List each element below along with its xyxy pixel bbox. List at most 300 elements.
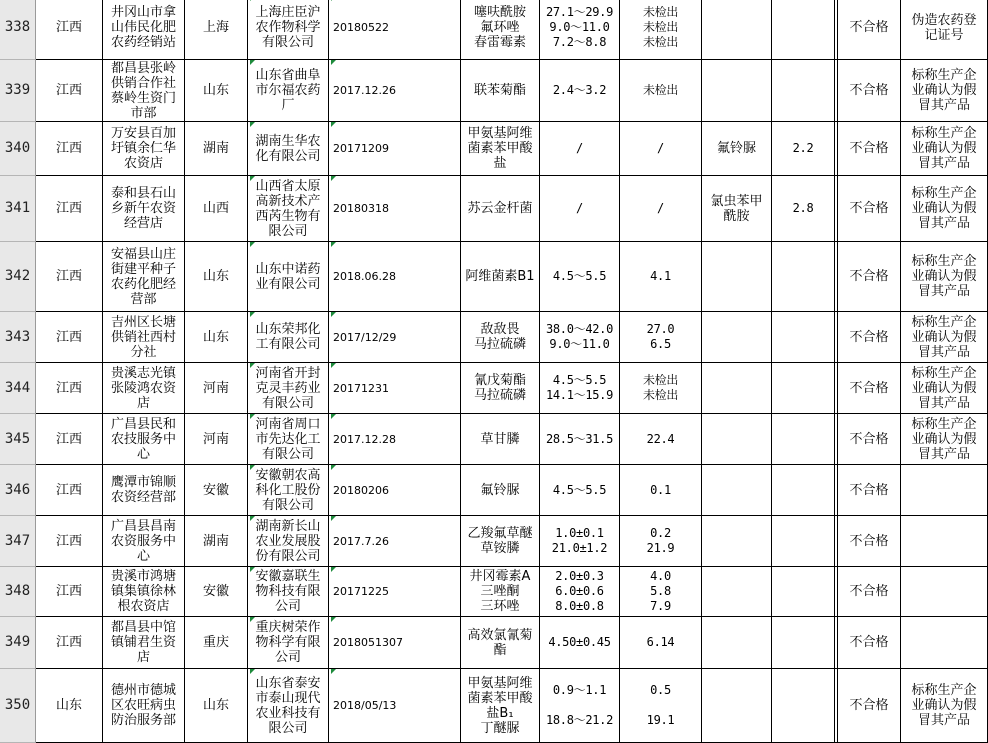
store-line: 供销社西村 [110, 329, 176, 345]
store-line: 农药化肥经 [110, 276, 176, 292]
batch-cell[interactable] [329, 516, 461, 567]
measured-cell[interactable] [620, 363, 702, 414]
province-cell[interactable] [36, 567, 103, 617]
province-cell[interactable] [36, 0, 103, 60]
standard-cell[interactable] [540, 312, 620, 363]
province-cell[interactable] [36, 312, 103, 363]
manufacturer-line: 西芮生物有 [255, 208, 321, 224]
ingredient-cell[interactable] [461, 465, 540, 516]
row-number-line: 348 [4, 583, 31, 599]
note-line: 标称生产企 [911, 254, 977, 269]
ingredient-line: 草甘膦 [480, 431, 520, 447]
province-line: 江西 [55, 380, 82, 396]
cell-error-indicator-icon [250, 312, 255, 317]
cell-error-indicator-icon [250, 414, 255, 419]
store-line: 广昌县昌南 [110, 518, 176, 534]
note-cell[interactable] [901, 414, 988, 465]
batch-line: 20171225 [333, 585, 389, 598]
extra-value-cell[interactable] [772, 122, 835, 176]
manufacturer-cell[interactable] [248, 242, 329, 312]
ingredient-line: 氟环唑 [480, 20, 520, 35]
extra-value-line [800, 20, 807, 35]
cell-error-indicator-icon [331, 60, 336, 65]
row-number-line: 345 [4, 430, 31, 447]
standard-cell[interactable] [540, 122, 620, 176]
standard-line: / [576, 201, 583, 215]
store-cell[interactable] [103, 242, 185, 312]
manufacturer-line: 重庆树荣作 [255, 620, 321, 635]
manufacturer-cell[interactable] [248, 465, 329, 516]
note-cell[interactable] [901, 60, 988, 122]
manufacturer-line: 有限公司 [261, 395, 314, 411]
extra-value-cell[interactable] [772, 242, 835, 312]
ingredient-cell[interactable] [461, 312, 540, 363]
measured-cell[interactable] [620, 669, 702, 743]
result-cell[interactable] [838, 363, 901, 414]
ingredient-line: 盐 [493, 156, 507, 171]
manufacturer-line: 农业科技有 [255, 705, 321, 721]
store-line: 农资店 [123, 156, 163, 171]
extra-ingredient-cell[interactable] [702, 669, 772, 743]
store-cell[interactable] [103, 567, 185, 617]
manufacturer-cell[interactable] [248, 617, 329, 669]
note-cell[interactable] [901, 176, 988, 242]
result-line: 不合格 [849, 201, 889, 216]
store-line: 山伟民化肥 [110, 20, 176, 35]
extra-value-cell[interactable] [772, 617, 835, 669]
maker-province-cell[interactable] [185, 567, 248, 617]
extra-value-cell[interactable] [772, 363, 835, 414]
extra-ingredient-cell[interactable] [702, 312, 772, 363]
ingredient-cell[interactable] [461, 242, 540, 312]
manufacturer-line: 工有限公司 [255, 337, 321, 352]
note-cell[interactable] [901, 516, 988, 567]
note-line: 标称生产企 [911, 365, 977, 381]
province-cell[interactable] [36, 242, 103, 312]
extra-ingredient-cell[interactable] [702, 516, 772, 567]
result-cell[interactable] [838, 60, 901, 122]
manufacturer-line: 安徽朝农高 [255, 467, 321, 483]
province-line: 江西 [55, 635, 82, 650]
extra-value-cell[interactable] [772, 414, 835, 465]
batch-line: 2017/12/29 [333, 330, 397, 344]
result-cell[interactable] [838, 242, 901, 312]
manufacturer-cell[interactable] [248, 567, 329, 617]
manufacturer-line: 科化工股份 [255, 482, 321, 498]
batch-cell[interactable] [329, 567, 461, 617]
row-number-cell[interactable] [0, 465, 36, 516]
result-line: 不合格 [849, 698, 889, 713]
manufacturer-line: 公司 [274, 599, 301, 614]
province-cell[interactable] [36, 516, 103, 567]
ingredient-line: 苏云金杆菌 [467, 201, 533, 216]
standard-cell[interactable] [540, 465, 620, 516]
province-line: 江西 [55, 329, 82, 345]
store-line: 农资经营部 [110, 490, 176, 505]
store-line: 圩镇余仁华 [110, 141, 176, 156]
extra-value-cell[interactable] [772, 516, 835, 567]
measured-cell[interactable] [620, 0, 702, 60]
maker-province-line: 河南 [202, 380, 229, 396]
store-cell[interactable] [103, 465, 185, 516]
row-number-cell[interactable] [0, 516, 36, 567]
manufacturer-line: 厂 [281, 98, 295, 113]
ingredient-cell[interactable] [461, 516, 540, 567]
cell-error-indicator-icon [250, 60, 255, 65]
maker-province-cell[interactable] [185, 176, 248, 242]
batch-cell[interactable] [329, 669, 461, 743]
maker-province-cell[interactable] [185, 0, 248, 60]
cell-error-indicator-icon [331, 465, 336, 470]
manufacturer-line: 市泰山现代 [255, 690, 321, 706]
maker-province-cell[interactable] [185, 669, 248, 743]
extra-ingredient-cell[interactable] [702, 60, 772, 122]
cell-error-indicator-icon [250, 242, 255, 247]
province-cell[interactable] [36, 363, 103, 414]
result-cell[interactable] [838, 312, 901, 363]
standard-cell[interactable] [540, 363, 620, 414]
extra-value-cell[interactable] [772, 0, 835, 60]
standard-line: 1.0±0.1 [555, 526, 604, 540]
store-cell[interactable] [103, 122, 185, 176]
extra-ingredient-cell[interactable] [702, 122, 772, 176]
ingredient-cell[interactable] [461, 567, 540, 617]
ingredient-cell[interactable] [461, 60, 540, 122]
result-cell[interactable] [838, 617, 901, 669]
row-number-cell[interactable] [0, 242, 36, 312]
ingredient-cell[interactable] [461, 122, 540, 176]
note-cell[interactable] [901, 242, 988, 312]
ingredient-cell[interactable] [461, 669, 540, 743]
note-line: 冒其产品 [917, 395, 970, 411]
table-row [0, 516, 988, 567]
result-cell[interactable] [838, 414, 901, 465]
ingredient-line: 盐B₁ [486, 705, 514, 721]
measured-cell[interactable] [620, 242, 702, 312]
standard-cell[interactable] [540, 0, 620, 60]
table-row [0, 176, 988, 242]
province-cell[interactable] [36, 122, 103, 176]
standard-line: 2.0±0.3 [555, 569, 604, 583]
manufacturer-line: 市尔福农药 [255, 83, 321, 98]
note-line: 标称生产企 [911, 683, 977, 698]
maker-province-cell[interactable] [185, 617, 248, 669]
manufacturer-line: 化有限公司 [255, 148, 321, 164]
store-line: 广昌县民和 [110, 416, 176, 432]
standard-line: 4.50±0.45 [548, 635, 611, 649]
standard-cell[interactable] [540, 669, 620, 743]
row-number-cell[interactable] [0, 669, 36, 743]
result-cell[interactable] [838, 516, 901, 567]
cell-error-indicator-icon [250, 516, 255, 521]
store-cell[interactable] [103, 617, 185, 669]
measured-cell[interactable] [620, 516, 702, 567]
manufacturer-cell[interactable] [248, 122, 329, 176]
batch-line: 2018/05/13 [333, 699, 397, 712]
store-line: 泰和县石山 [110, 186, 176, 201]
manufacturer-line: 农业发展股 [255, 533, 321, 549]
row-number-cell[interactable] [0, 176, 36, 242]
note-line: 业确认为假 [911, 431, 977, 447]
measured-cell[interactable] [620, 176, 702, 242]
extra-value-cell[interactable] [772, 567, 835, 617]
manufacturer-cell[interactable] [248, 60, 329, 122]
batch-cell[interactable] [329, 617, 461, 669]
batch-cell[interactable] [329, 122, 461, 176]
note-line: 标称生产企 [911, 314, 977, 330]
ingredient-cell[interactable] [461, 176, 540, 242]
note-line: 冒其产品 [917, 98, 970, 113]
row-number-cell[interactable] [0, 60, 36, 122]
standard-cell[interactable] [540, 60, 620, 122]
measured-line: 未检出 [642, 388, 679, 402]
measured-cell[interactable] [620, 60, 702, 122]
manufacturer-line: 业有限公司 [255, 276, 321, 292]
manufacturer-line: 山东荣邦化 [255, 322, 321, 337]
province-line: 江西 [55, 141, 82, 156]
extra-ingredient-line: 氟铃脲 [716, 141, 756, 156]
standard-cell[interactable] [540, 242, 620, 312]
standard-cell[interactable] [540, 617, 620, 669]
batch-cell[interactable] [329, 60, 461, 122]
note-cell[interactable] [901, 312, 988, 363]
result-cell[interactable] [838, 465, 901, 516]
province-cell[interactable] [36, 465, 103, 516]
row-number-cell[interactable] [0, 0, 36, 60]
manufacturer-cell[interactable] [248, 516, 329, 567]
batch-cell[interactable] [329, 176, 461, 242]
measured-line: 7.9 [650, 599, 671, 613]
extra-ingredient-cell[interactable] [702, 617, 772, 669]
store-cell[interactable] [103, 669, 185, 743]
maker-province-cell[interactable] [185, 312, 248, 363]
manufacturer-line: 有限公司 [261, 35, 314, 50]
store-cell[interactable] [103, 516, 185, 567]
ingredient-cell[interactable] [461, 414, 540, 465]
measured-cell[interactable] [620, 567, 702, 617]
manufacturer-cell[interactable] [248, 363, 329, 414]
standard-line: 7.2～8.8 [552, 35, 607, 49]
extra-value-cell[interactable] [772, 312, 835, 363]
batch-cell[interactable] [329, 414, 461, 465]
ingredient-line: 联苯菊酯 [473, 83, 526, 98]
row-number-line: 340 [4, 140, 31, 156]
extra-value-line: 2.8 [792, 201, 814, 215]
manufacturer-line: 上海庄臣沪 [255, 5, 321, 20]
store-line: 镇集镇徐林 [110, 584, 176, 599]
standard-line: 6.0±0.6 [555, 584, 604, 598]
extra-value-cell[interactable] [772, 669, 835, 743]
province-cell[interactable] [36, 669, 103, 743]
store-line: 万安县百加 [110, 126, 176, 141]
store-line: 分社 [130, 344, 157, 360]
ingredient-line: 高效氯氰菊 [467, 627, 533, 643]
extra-value-cell[interactable] [772, 465, 835, 516]
measured-line: 未检出 [642, 373, 679, 387]
result-line: 不合格 [849, 20, 889, 35]
measured-cell[interactable] [620, 465, 702, 516]
ingredient-line: 三唑酮 [480, 584, 520, 599]
maker-province-line: 山东 [202, 269, 229, 284]
note-line: 业确认为假 [911, 698, 977, 713]
manufacturer-cell[interactable] [248, 414, 329, 465]
extra-ingredient-cell[interactable] [702, 414, 772, 465]
store-line: 心 [136, 446, 150, 462]
maker-province-cell[interactable] [185, 465, 248, 516]
cell-error-indicator-icon [331, 176, 336, 181]
store-line: 德州市德城 [110, 683, 176, 698]
manufacturer-line: 山东中诺药 [255, 261, 321, 277]
ingredient-line: 马拉硫磷 [473, 388, 526, 403]
store-cell[interactable] [103, 60, 185, 122]
result-cell[interactable] [838, 176, 901, 242]
manufacturer-line: 山东省曲阜 [255, 68, 321, 83]
store-cell[interactable] [103, 312, 185, 363]
row-number-cell[interactable] [0, 312, 36, 363]
extra-ingredient-cell[interactable] [702, 176, 772, 242]
extra-ingredient-cell[interactable] [702, 363, 772, 414]
row-number-cell[interactable] [0, 617, 36, 669]
ingredient-line: 氰戊菊酯 [473, 373, 526, 388]
batch-cell[interactable] [329, 242, 461, 312]
province-cell[interactable] [36, 176, 103, 242]
manufacturer-cell[interactable] [248, 312, 329, 363]
store-cell[interactable] [103, 363, 185, 414]
measured-cell[interactable] [620, 122, 702, 176]
maker-province-cell[interactable] [185, 122, 248, 176]
ingredient-line: 马拉硫磷 [473, 337, 526, 352]
maker-province-line: 安徽 [202, 482, 229, 498]
note-cell[interactable] [901, 617, 988, 669]
measured-cell[interactable] [620, 617, 702, 669]
maker-province-cell[interactable] [185, 414, 248, 465]
maker-province-line: 山东 [202, 698, 229, 713]
measured-line: 6.14 [646, 635, 675, 649]
extra-value-cell[interactable] [772, 60, 835, 122]
extra-ingredient-cell[interactable] [702, 0, 772, 60]
province-cell[interactable] [36, 617, 103, 669]
extra-value-cell[interactable] [772, 176, 835, 242]
measured-cell[interactable] [620, 312, 702, 363]
result-line: 不合格 [849, 584, 889, 599]
row-number-cell[interactable] [0, 363, 36, 414]
store-line: 安福县山庄 [110, 246, 176, 262]
province-line: 江西 [55, 431, 82, 447]
measured-line [657, 698, 664, 713]
cell-error-indicator-icon [331, 567, 336, 572]
result-cell[interactable] [838, 567, 901, 617]
standard-cell[interactable] [540, 516, 620, 567]
batch-line: 2018051307 [333, 636, 403, 649]
note-line: 伪造农药登 [911, 12, 977, 28]
standard-cell[interactable] [540, 567, 620, 617]
result-cell[interactable] [838, 0, 901, 60]
store-cell[interactable] [103, 0, 185, 60]
manufacturer-cell[interactable] [248, 669, 329, 743]
batch-cell[interactable] [329, 0, 461, 60]
maker-province-cell[interactable] [185, 363, 248, 414]
standard-cell[interactable] [540, 414, 620, 465]
province-cell[interactable] [36, 60, 103, 122]
note-cell[interactable] [901, 0, 988, 60]
manufacturer-line: 农作物科学 [255, 20, 321, 35]
row-number-line: 339 [4, 82, 31, 98]
cell-error-indicator-icon [250, 0, 255, 1]
batch-cell[interactable] [329, 363, 461, 414]
ingredient-cell[interactable] [461, 0, 540, 60]
table-row [0, 465, 988, 516]
standard-line: 9.0～11.0 [549, 20, 610, 34]
store-line: 农药经销站 [110, 35, 176, 50]
batch-line: 20171231 [333, 381, 389, 395]
cell-error-indicator-icon [331, 516, 336, 521]
result-cell[interactable] [838, 122, 901, 176]
batch-cell[interactable] [329, 465, 461, 516]
cell-error-indicator-icon [331, 242, 336, 247]
note-cell[interactable] [901, 122, 988, 176]
store-cell[interactable] [103, 176, 185, 242]
extra-ingredient-cell[interactable] [702, 465, 772, 516]
batch-line: 2017.12.28 [333, 432, 396, 446]
row-number-cell[interactable] [0, 414, 36, 465]
manufacturer-line: 山西省太原 [255, 178, 321, 194]
maker-province-cell[interactable] [185, 60, 248, 122]
maker-province-cell[interactable] [185, 516, 248, 567]
ingredient-line: 草铵膦 [480, 541, 520, 556]
cell-error-indicator-icon [331, 669, 336, 674]
measured-line: 6.5 [650, 337, 671, 351]
ingredient-line: 甲氨基阿维 [467, 675, 533, 691]
maker-province-cell[interactable] [185, 242, 248, 312]
ingredient-cell[interactable] [461, 363, 540, 414]
manufacturer-cell[interactable] [248, 0, 329, 60]
measured-line: 4.0 [650, 569, 671, 583]
standard-line: 14.1～15.9 [545, 388, 614, 402]
measured-line: 0.2 [650, 526, 671, 540]
extra-value-line [800, 432, 807, 447]
province-cell[interactable] [36, 414, 103, 465]
batch-line: 2017.7.26 [333, 534, 389, 548]
result-cell[interactable] [838, 669, 901, 743]
note-line: 业确认为假 [911, 269, 977, 284]
standard-line: 21.0±1.2 [551, 541, 608, 555]
ingredient-line: 菌素苯甲酸 [467, 690, 533, 706]
note-cell[interactable] [901, 465, 988, 516]
extra-value-line [800, 534, 807, 549]
extra-ingredient-cell[interactable] [702, 567, 772, 617]
note-cell[interactable] [901, 567, 988, 617]
measured-line: / [657, 141, 664, 155]
ingredient-cell[interactable] [461, 617, 540, 669]
note-cell[interactable] [901, 669, 988, 743]
note-cell[interactable] [901, 363, 988, 414]
manufacturer-line: 物科技有限 [255, 584, 321, 599]
standard-line: 2.4～3.2 [552, 83, 607, 97]
result-line: 不合格 [849, 141, 889, 156]
measured-cell[interactable] [620, 414, 702, 465]
store-cell[interactable] [103, 414, 185, 465]
standard-cell[interactable] [540, 176, 620, 242]
row-number-cell[interactable] [0, 567, 36, 617]
manufacturer-cell[interactable] [248, 176, 329, 242]
row-number-cell[interactable] [0, 122, 36, 176]
ingredient-line: 春雷霉素 [473, 35, 526, 50]
batch-cell[interactable] [329, 312, 461, 363]
extra-ingredient-cell[interactable] [702, 242, 772, 312]
manufacturer-line: 湖南生华农 [255, 133, 321, 149]
table-row [0, 414, 988, 465]
note-line: 冒其产品 [917, 446, 970, 462]
